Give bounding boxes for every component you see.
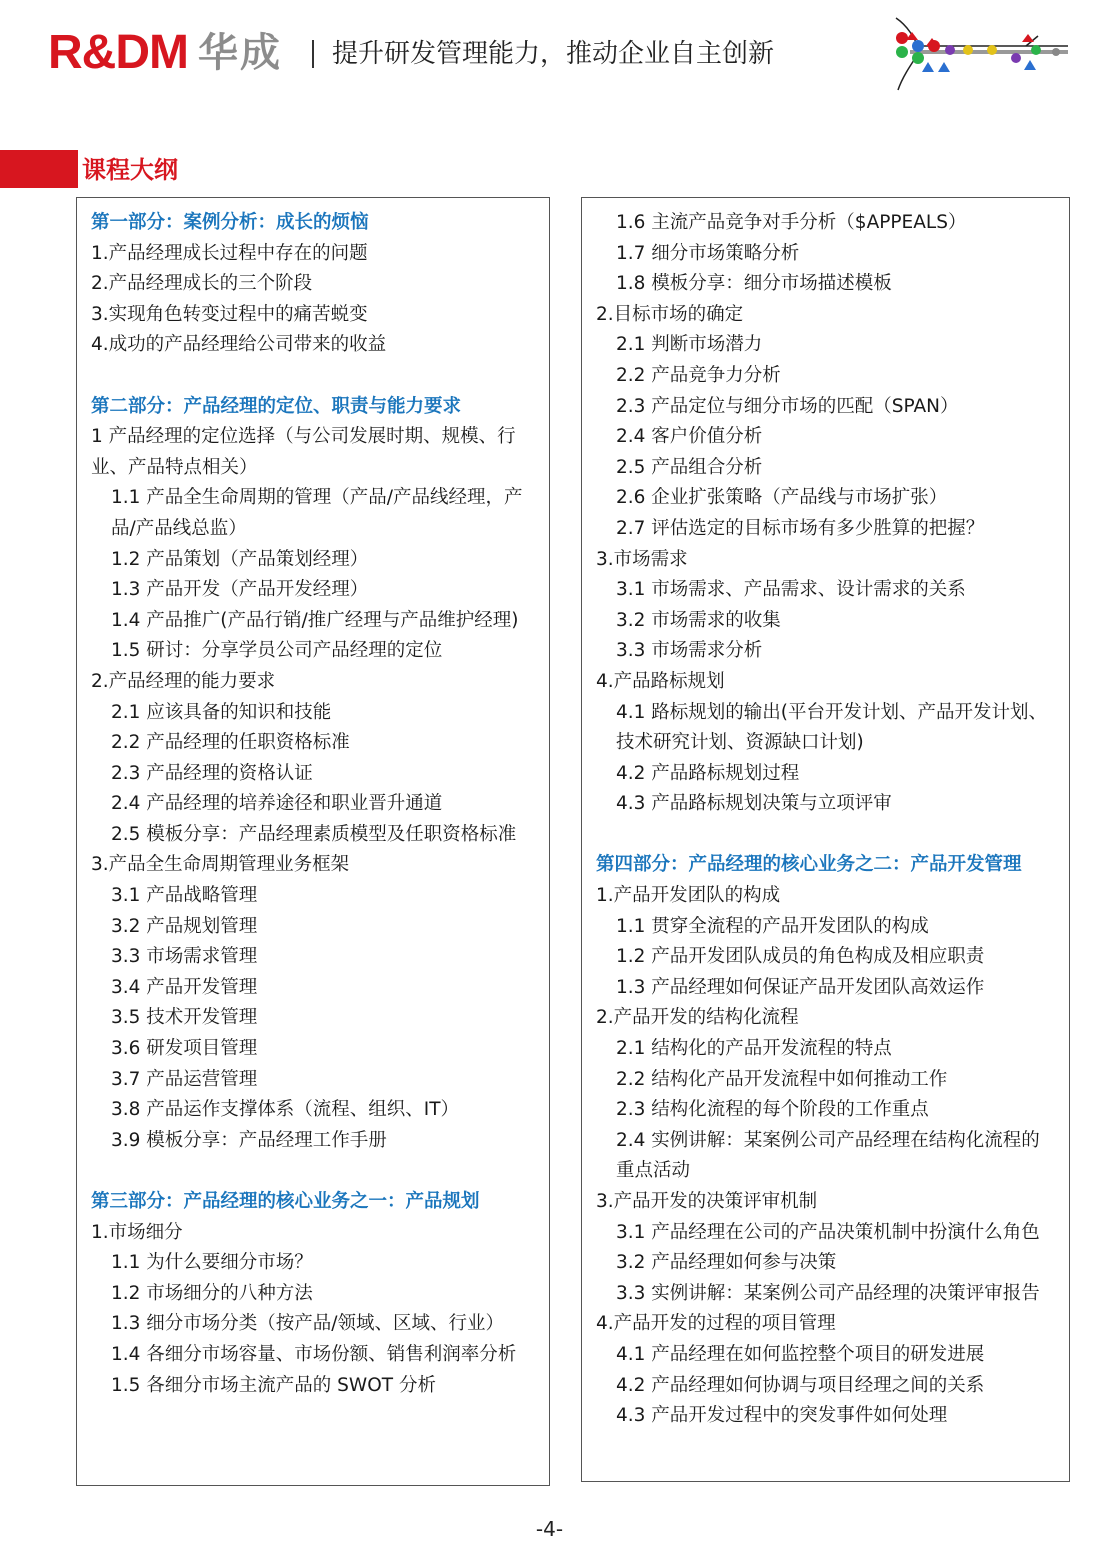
- outline-item: 1.2 市场细分的八种方法: [111, 1282, 313, 1304]
- outline-item: 技术研究计划、资源缺口计划): [616, 732, 864, 754]
- outline-item: 1.市场细分: [91, 1221, 183, 1243]
- outline-right-list: [596, 208, 1061, 1432]
- spacer: [596, 820, 1061, 851]
- colored-dots-network-icon: [888, 12, 1078, 92]
- outline-item: 重点活动: [616, 1160, 691, 1182]
- outline-item: 4.1 路标规划的输出(平台开发计划、产品开发计划、: [616, 701, 1048, 723]
- outline-item: 1.4 各细分市场容量、市场份额、销售利润率分析: [111, 1343, 517, 1365]
- outline-item: 1.5 各细分市场主流产品的 SWOT 分析: [111, 1374, 436, 1396]
- outline-item: 4.产品路标规划: [596, 670, 725, 692]
- outline-item: 4.2 产品经理如何协调与项目经理之间的关系: [616, 1374, 985, 1396]
- outline-item: 3.产品全生命周期管理业务框架: [91, 854, 350, 876]
- page-header: [0, 0, 1099, 100]
- outline-item: 3.3 市场需求分析: [616, 640, 763, 662]
- outline-item: 1.7 细分市场策略分析: [616, 242, 800, 264]
- spacer: [91, 361, 541, 392]
- outline-item: 1.3 细分市场分类（按产品/领域、区域、行业）: [111, 1313, 505, 1335]
- outline-right-column: [581, 197, 1070, 1482]
- outline-item: 3.5 技术开发管理: [111, 1007, 258, 1029]
- outline-item: 3.1 产品战略管理: [111, 885, 258, 907]
- outline-item: 2.5 模板分享：产品经理素质模型及任职资格标准: [111, 823, 517, 845]
- outline-item: 2.2 产品经理的任职资格标准: [111, 732, 350, 754]
- outline-item: 1 产品经理的定位选择（与公司发展时期、规模、行: [91, 426, 516, 448]
- outline-item: 3.2 市场需求的收集: [616, 609, 781, 631]
- section-heading: 第一部分：案例分析：成长的烦恼: [91, 212, 369, 233]
- outline-item: 2.产品经理的能力要求: [91, 670, 276, 692]
- outline-item: 2.2 结构化产品开发流程中如何推动工作: [616, 1068, 948, 1090]
- outline-item: 4.产品开发的过程的项目管理: [596, 1313, 836, 1335]
- outline-item: 2.4 客户价值分析: [616, 426, 763, 448]
- outline-item: 3.4 产品开发管理: [111, 976, 258, 998]
- outline-item: 1.5 研讨：分享学员公司产品经理的定位: [111, 640, 443, 662]
- outline-item: 1.2 产品策划（产品策划经理）: [111, 548, 369, 570]
- section-heading: 第二部分：产品经理的定位、职责与能力要求: [91, 395, 462, 417]
- outline-item: 1.6 主流产品竞争对手分析（$APPEALS）: [616, 212, 967, 233]
- outline-item: 1.3 产品开发（产品开发经理）: [111, 579, 369, 601]
- outline-item: 2.3 产品经理的资格认证: [111, 762, 313, 784]
- outline-item: 3.实现角色转变过程中的痛苦蜕变: [91, 303, 368, 325]
- outline-item: 4.3 产品路标规划决策与立项评审: [616, 793, 892, 815]
- outline-item: 3.8 产品运作支撑体系（流程、组织、IT）: [111, 1099, 460, 1121]
- outline-item: 1.1 贯穿全流程的产品开发团队的构成: [616, 915, 929, 937]
- outline-item: 4.成功的产品经理给公司带来的收益: [91, 334, 387, 356]
- outline-item: 3.1 市场需求、产品需求、设计需求的关系: [616, 579, 966, 601]
- outline-item: 2.产品经理成长的三个阶段: [91, 273, 313, 295]
- outline-item: 2.6 企业扩张策略（产品线与市场扩张）: [616, 487, 948, 509]
- header-divider: [312, 40, 314, 68]
- outline-item: 3.市场需求: [596, 548, 688, 570]
- outline-item: 2.1 结构化的产品开发流程的特点: [616, 1038, 892, 1060]
- outline-item: 3.3 市场需求管理: [111, 946, 258, 968]
- outline-item: 4.3 产品开发过程中的突发事件如何处理: [616, 1405, 948, 1427]
- outline-item: 2.产品开发的结构化流程: [596, 1007, 799, 1029]
- outline-item: 2.3 结构化流程的每个阶段的工作重点: [616, 1099, 929, 1121]
- outline-item: 2.4 实例讲解：某案例公司产品经理在结构化流程的: [616, 1129, 1040, 1151]
- outline-item: 1.产品开发团队的构成: [596, 885, 781, 907]
- outline-item: 1.3 产品经理如何保证产品开发团队高效运作: [616, 976, 985, 998]
- section-heading: 第三部分：产品经理的核心业务之一：产品规划: [91, 1191, 480, 1212]
- page-number: -4-: [535, 1517, 564, 1541]
- outline-item: 3.2 产品规划管理: [111, 915, 258, 937]
- outline-item: 1.8 模板分享：细分市场描述模板: [616, 273, 892, 295]
- outline-item: 2.7 评估选定的目标市场有多少胜算的把握？: [616, 517, 985, 539]
- outline-left-column: [76, 197, 550, 1486]
- spacer: [91, 1156, 541, 1187]
- outline-item: 2.4 产品经理的培养途径和职业晋升通道: [111, 793, 443, 815]
- outline-item: 1.1 产品全生命周期的管理（产品/产品线经理，产: [111, 487, 523, 509]
- outline-item: 3.3 实例讲解：某案例公司产品经理的决策评审报告: [616, 1282, 1040, 1304]
- outline-item: 3.9 模板分享：产品经理工作手册: [111, 1129, 387, 1151]
- outline-item: 1.产品经理成长过程中存在的问题: [91, 242, 368, 264]
- outline-item: 2.1 应该具备的知识和技能: [111, 701, 332, 723]
- outline-item: 2.5 产品组合分析: [616, 456, 763, 478]
- outline-item: 1.4 产品推广(产品行销/推广经理与产品维护经理): [111, 609, 519, 631]
- outline-item: 3.6 研发项目管理: [111, 1038, 258, 1060]
- outline-item: 4.2 产品路标规划过程: [616, 762, 800, 784]
- outline-item: 1.2 产品开发团队成员的角色构成及相应职责: [616, 946, 985, 968]
- outline-item: 2.2 产品竞争力分析: [616, 364, 781, 386]
- outline-item: 3.产品开发的决策评审机制: [596, 1191, 818, 1212]
- section-heading: 第四部分：产品经理的核心业务之二：产品开发管理: [596, 854, 1022, 876]
- outline-item: 业、产品特点相关）: [91, 456, 258, 478]
- outline-item: 3.2 产品经理如何参与决策: [616, 1252, 837, 1274]
- outline-item: 2.1 判断市场潜力: [616, 334, 763, 356]
- outline-left-list: [91, 208, 541, 1401]
- header-slogan: 提升研发管理能力，推动企业自主创新: [332, 39, 775, 69]
- section-title: 课程大纲: [82, 156, 178, 184]
- outline-item: 1.1 为什么要细分市场？: [111, 1252, 313, 1274]
- outline-item: 4.1 产品经理在如何监控整个项目的研发进展: [616, 1343, 985, 1365]
- outline-item: 3.1 产品经理在公司的产品决策机制中扮演什么角色: [616, 1221, 1040, 1243]
- company-name-logo: 华成: [198, 30, 282, 76]
- rdm-logo: R&DM: [48, 26, 188, 79]
- outline-item: 2.目标市场的确定: [596, 303, 744, 325]
- outline-item: 品/产品线总监）: [111, 517, 247, 539]
- outline-item: 3.7 产品运营管理: [111, 1068, 258, 1090]
- section-accent-bar: [0, 150, 78, 188]
- outline-item: 2.3 产品定位与细分市场的匹配（SPAN）: [616, 395, 959, 417]
